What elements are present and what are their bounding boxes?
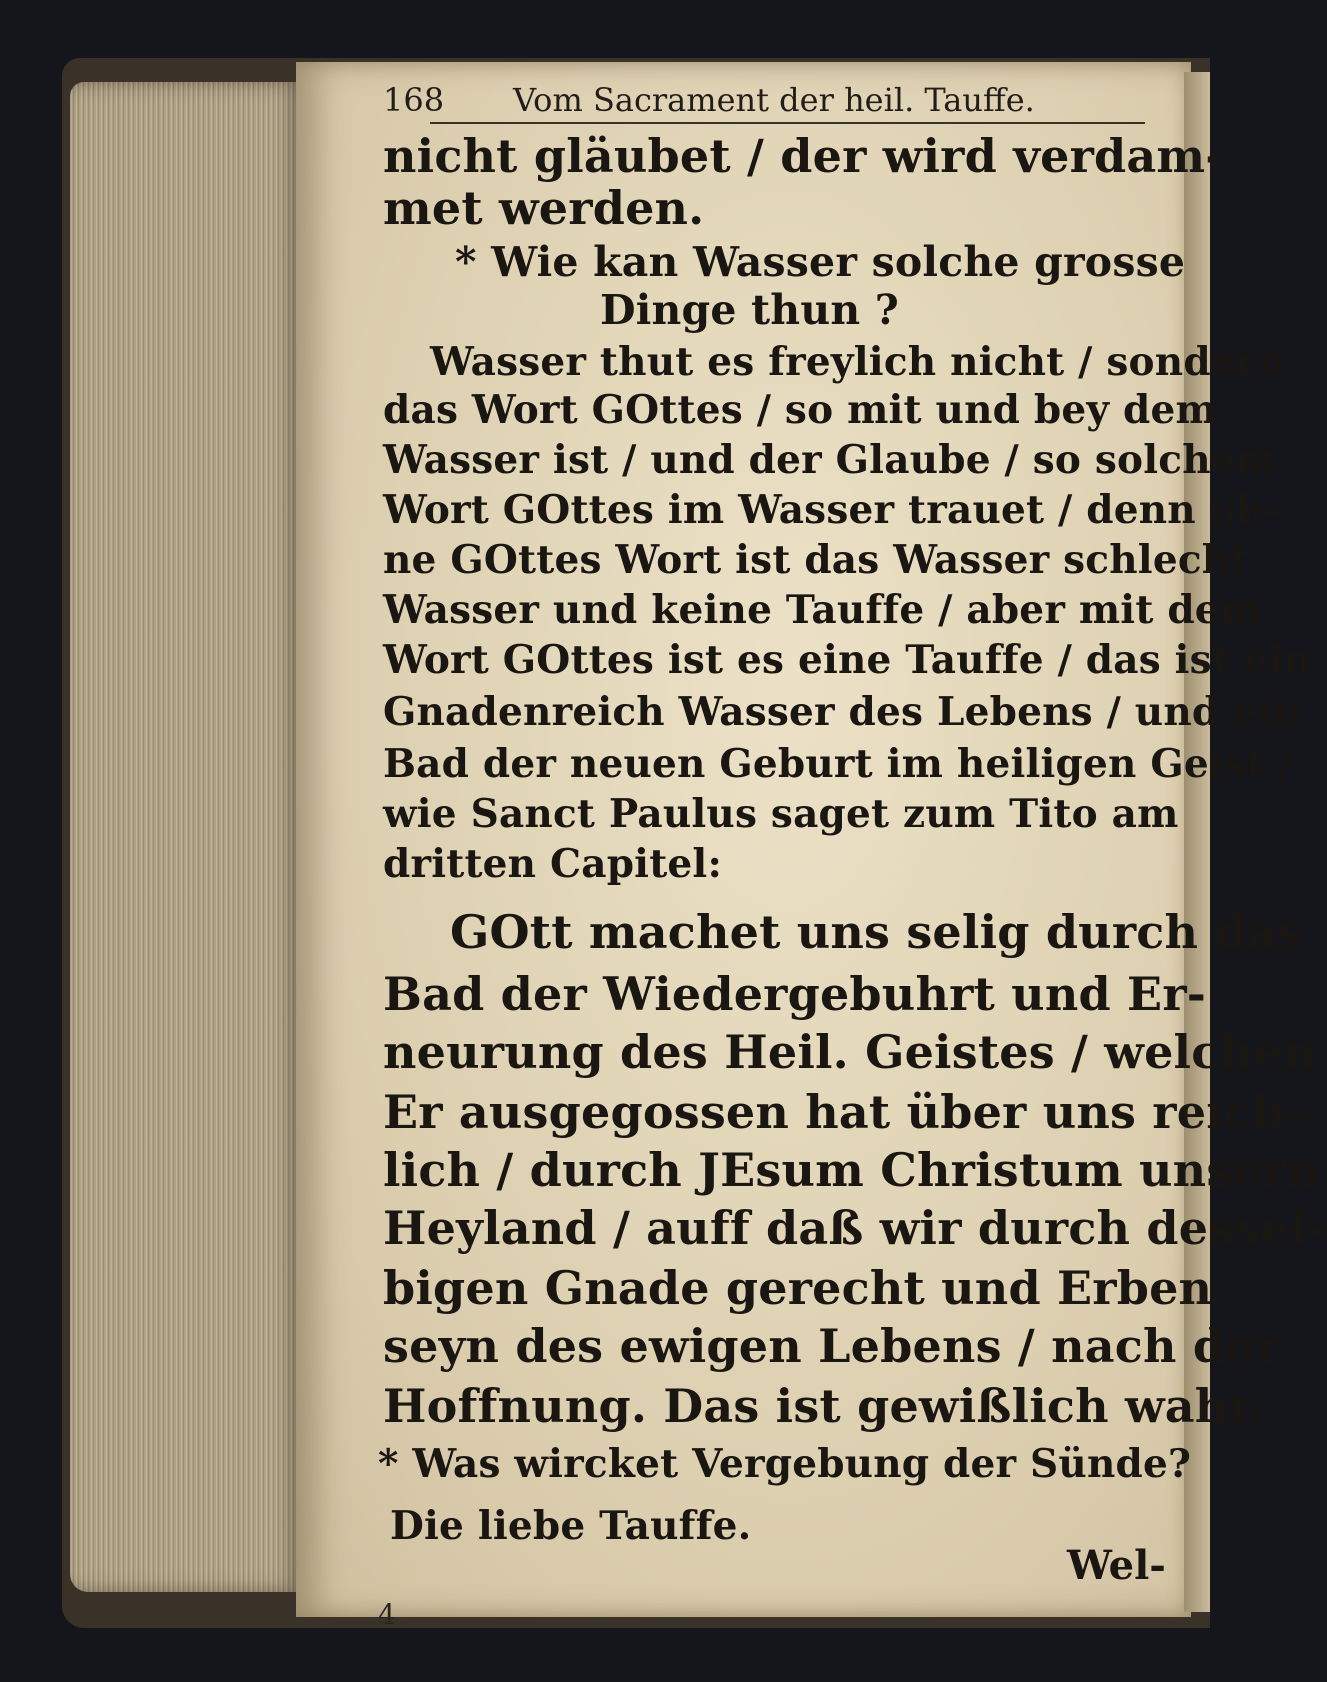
- text-line: wie Sanct Paulus saget zum Tito am: [383, 791, 1179, 837]
- text-line: nicht gläubet / der wird verdam-: [383, 129, 1225, 183]
- running-title: Vom Sacrament der heil. Tauffe.: [513, 81, 1035, 119]
- quote-line: lich / durch JEsum Christum unsern: [383, 1143, 1320, 1197]
- text-line: ne GOttes Wort ist das Wasser schlecht: [383, 537, 1249, 583]
- signature-mark: 4: [378, 1598, 396, 1631]
- text-line: Wasser und keine Tauffe / aber mit dem: [383, 587, 1262, 633]
- quote-line: neurung des Heil. Geistes / welchen: [383, 1025, 1317, 1079]
- text-line: dritten Capitel:: [383, 841, 723, 887]
- text-line: Wort GOttes ist es eine Tauffe / das ist ein: [383, 637, 1313, 683]
- quote-line: Bad der Wiedergebuhrt und Er-: [383, 967, 1207, 1021]
- answer-line: Die liebe Tauffe.: [390, 1503, 752, 1549]
- quote-line: bigen Gnade gerecht und Erben: [383, 1261, 1213, 1315]
- text-line: Wort GOttes im Wasser trauet / denn oh-: [383, 487, 1281, 533]
- text-line: Bad der neuen Geburt im heiligen Geist /: [383, 741, 1293, 787]
- question-line: * Was wircket Vergebung der Sünde?: [378, 1441, 1192, 1487]
- quote-line: seyn des ewigen Lebens / nach der: [383, 1319, 1280, 1373]
- text-line: Wasser ist / und der Glaube / so solchem: [383, 437, 1278, 483]
- quote-line: Er ausgegossen hat über uns reich-: [383, 1085, 1306, 1139]
- text-line: Wasser thut es freylich nicht / sondern: [430, 339, 1286, 385]
- text-line: das Wort GOttes / so mit und bey dem: [383, 387, 1217, 433]
- catchword: Wel-: [1067, 1542, 1166, 1589]
- running-head: [383, 78, 1123, 122]
- quote-line: Heyland / auff daß wir durch dessel-: [383, 1201, 1327, 1255]
- question-line: Dinge thun ?: [600, 286, 900, 334]
- quote-line: Hoffnung. Das ist gewißlich wahr.: [383, 1379, 1265, 1433]
- question-line: * Wie kan Wasser solche grosse: [455, 238, 1186, 286]
- text-line: Gnadenreich Wasser des Lebens / und ein: [383, 689, 1302, 735]
- text-line: met werden.: [383, 181, 705, 235]
- page-block-edge: [70, 82, 302, 1592]
- quote-line: GOtt machet uns selig durch das: [450, 905, 1303, 959]
- header-rule: [430, 122, 1145, 124]
- page-number: 168: [383, 81, 445, 119]
